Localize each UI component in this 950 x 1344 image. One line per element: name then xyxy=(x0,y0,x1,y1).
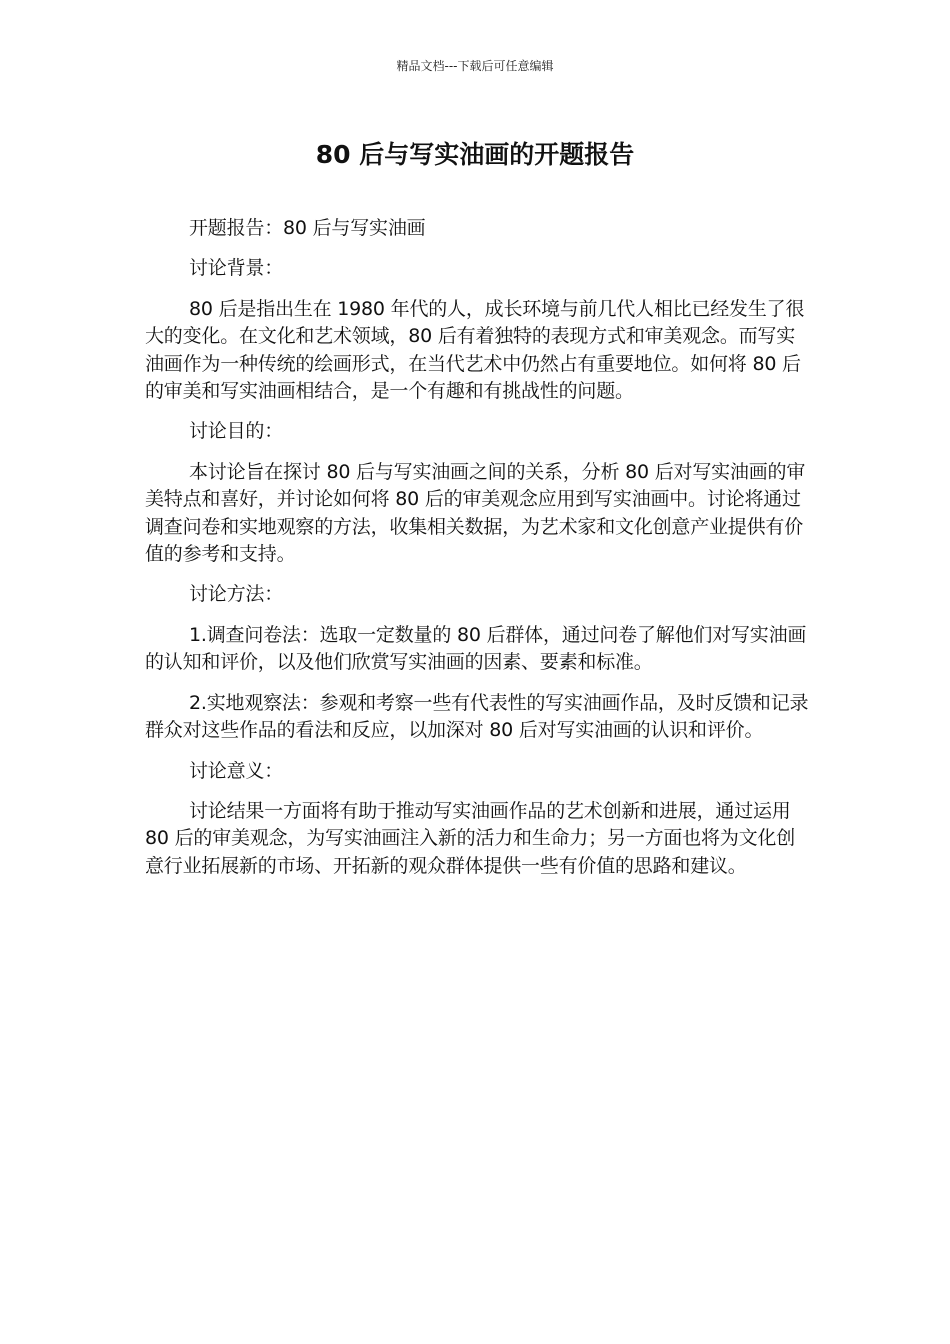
page-header-note: 精品文档---下载后可任意编辑 xyxy=(396,59,554,73)
paragraph-significance-text: 讨论结果一方面将有助于推动写实油画作品的艺术创新和进展，通过运用 80 后的审美观念，为写实油画注入新的活力和生命力；另一方面也将为文化创意行业拓展新的市场、开拓新的观众群体提供一些有价值的思路和建议。 xyxy=(145,799,796,877)
paragraph-purpose-text: 本讨论旨在探讨 80 后与写实油画之间的关系，分析 80 后对写实油画的审美特点和喜好，并讨论如何将 80 后的审美观念应用到写实油画中。讨论将通过调查问卷和实地观察的方法，收集相关数据，为艺术家和文化创意产业提供有价值的参考和支持。 xyxy=(145,460,806,566)
paragraph-purpose-heading: 讨论目的： xyxy=(189,420,284,443)
paragraph-background-text: 80 后是指出生在 1980 年代的人，成长环境与前几代人相比已经发生了很大的变化。在文化和艺术领域，80 后有着独特的表现方式和审美观念。而写实油画作为一种传统的绘画形式，在当代艺术中仍然占有重要地位。如何将 80 后的审美和写实油画相结合，是一个有趣和有挑战性的问题。 xyxy=(145,297,805,403)
document-body xyxy=(145,215,813,893)
paragraph-method-survey: 1.调查问卷法：选取一定数量的 80 后群体，通过问卷了解他们对写实油画的认知和评价，以及他们欣赏写实油画的因素、要素和标准。 xyxy=(145,623,807,674)
paragraph-report-heading: 开题报告：80 后与写实油画 xyxy=(189,217,426,239)
paragraph-significance-heading: 讨论意义： xyxy=(189,759,284,782)
paragraph-method-observation: 2.实地观察法：参观和考察一些有代表性的写实油画作品，及时反馈和记录群众对这些作品的看法和反应，以加深对 80 后对写实油画的认识和评价。 xyxy=(145,691,809,742)
paragraph-background-heading: 讨论背景： xyxy=(189,257,284,280)
document-title: 80 后与写实油画的开题报告 xyxy=(315,140,635,169)
paragraph-method-heading: 讨论方法： xyxy=(189,583,284,606)
